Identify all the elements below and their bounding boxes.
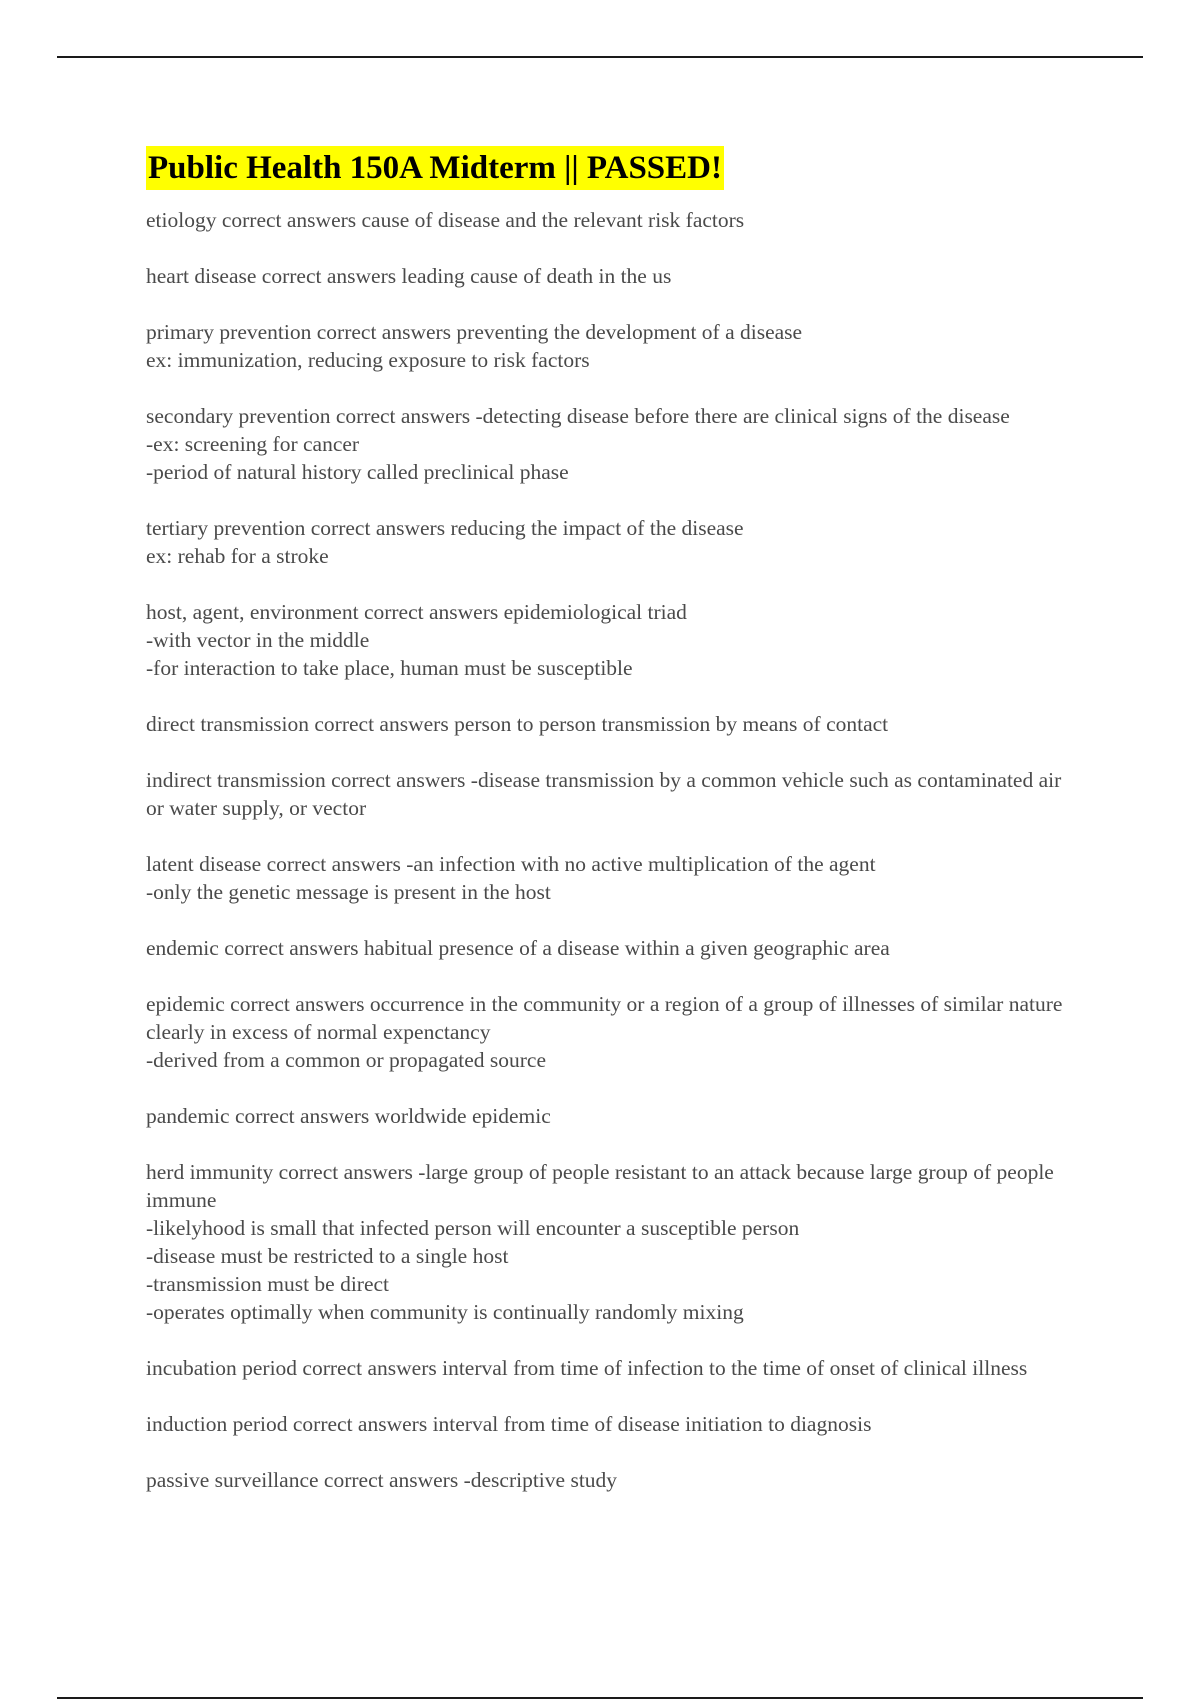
entry (146, 850, 1066, 906)
entry (146, 1102, 1066, 1130)
entry (146, 934, 1066, 962)
document-body (146, 146, 1066, 1522)
entry-line: secondary prevention correct answers -detecting disease before there are clinical signs of the disease (146, 404, 1010, 428)
entry (146, 766, 1066, 822)
entry (146, 402, 1066, 486)
entry (146, 206, 1066, 234)
entry-line: passive surveillance correct answers -descriptive study (146, 1468, 618, 1492)
top-rule (57, 56, 1143, 58)
entry (146, 514, 1066, 570)
entry-line: -likelyhood is small that infected person will encounter a susceptible person (146, 1216, 800, 1240)
entry-line: -period of natural history called preclinical phase (146, 460, 569, 484)
entry-line: -for interaction to take place, human must be susceptible (146, 656, 633, 680)
document-title: Public Health 150A Midterm || PASSED! (146, 146, 724, 190)
entry-line: -only the genetic message is present in the host (146, 880, 551, 904)
entry-line: latent disease correct answers -an infection with no active multiplication of the agent (146, 852, 876, 876)
entry-line: direct transmission correct answers person to person transmission by means of contact (146, 712, 889, 736)
entry (146, 1466, 1066, 1494)
entry-line: -transmission must be direct (146, 1272, 390, 1296)
entry (146, 1158, 1066, 1326)
entry-line: heart disease correct answers leading cause of death in the us (146, 264, 672, 288)
entry-line: primary prevention correct answers preventing the development of a disease (146, 320, 803, 344)
bottom-rule (57, 1697, 1143, 1699)
entry (146, 262, 1066, 290)
entry-line: -with vector in the middle (146, 628, 370, 652)
entry (146, 318, 1066, 374)
entry-line: -disease must be restricted to a single host (146, 1244, 509, 1268)
entry-line: epidemic correct answers occurrence in the community or a region of a group of illnesses of similar nature clearly in excess of normal expenctancy (146, 992, 1063, 1044)
entry-line: tertiary prevention correct answers reducing the impact of the disease (146, 516, 744, 540)
entry-line: etiology correct answers cause of disease and the relevant risk factors (146, 208, 745, 232)
entry-line: ex: rehab for a stroke (146, 544, 329, 568)
entry-line: herd immunity correct answers -large group of people resistant to an attack because large group of people immune (146, 1160, 1054, 1212)
entry (146, 598, 1066, 682)
entry-line: pandemic correct answers worldwide epidemic (146, 1104, 551, 1128)
entry-line: indirect transmission correct answers -disease transmission by a common vehicle such as contaminated air or water supply, or vector (146, 768, 1062, 820)
entry (146, 1354, 1066, 1382)
entry (146, 990, 1066, 1074)
entry-list (146, 206, 1066, 1494)
entry-line: host, agent, environment correct answers epidemiological triad (146, 600, 687, 624)
entry-line: -ex: screening for cancer (146, 432, 360, 456)
entry-line: incubation period correct answers interval from time of infection to the time of onset of clinical illness (146, 1356, 1028, 1380)
entry (146, 710, 1066, 738)
entry-line: ex: immunization, reducing exposure to risk factors (146, 348, 590, 372)
entry-line: induction period correct answers interval from time of disease initiation to diagnosis (146, 1412, 872, 1436)
entry-line: -derived from a common or propagated source (146, 1048, 546, 1072)
entry (146, 1410, 1066, 1438)
entry-line: endemic correct answers habitual presence of a disease within a given geographic area (146, 936, 890, 960)
entry-line: -operates optimally when community is continually randomly mixing (146, 1300, 744, 1324)
